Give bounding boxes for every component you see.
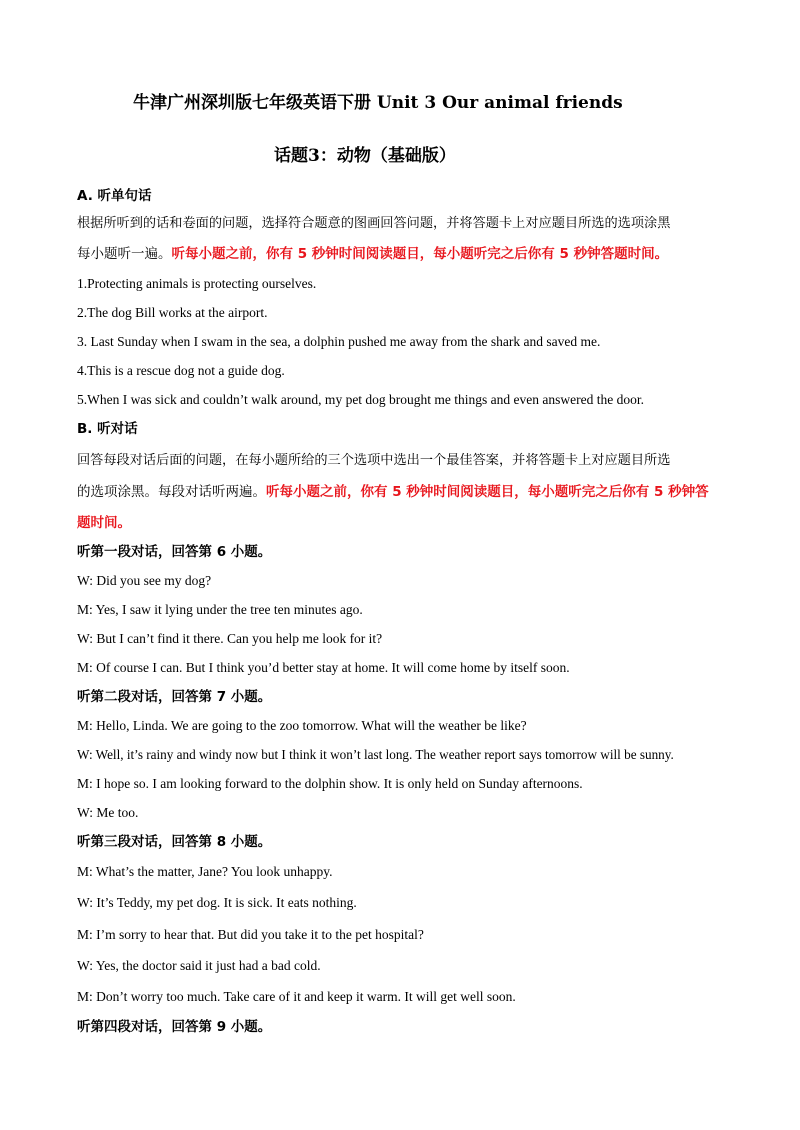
dialogue-2-line: W: Well, it’s rainy and windy now but I think it won’t last long. The weather report says tomorrow will be sunny.	[77, 747, 674, 762]
dialogue-1-line: W: Did you see my dog?	[77, 573, 212, 588]
dialogue-1-line: M: Of course I can. But I think you’d better stay at home. It will come home by itself soon.	[77, 660, 570, 675]
sentence-3: 3. Last Sunday when I swam in the sea, a dolphin pushed me away from the shark and saved me.	[77, 334, 601, 349]
sentence-1: 1.Protecting animals is protecting ourselves.	[77, 276, 317, 291]
section-a-instruction-red: 听每小题之前，你有 5 秒钟时间阅读题目，每小题听完之后你有 5 秒钟答题时间。	[171, 246, 669, 262]
dialogue-2-line: W: Me too.	[77, 805, 139, 820]
section-b-instruction-black: 的选项涂黑。每段对话听两遍。	[77, 484, 266, 500]
dialogue-1-line: M: Yes, I saw it lying under the tree ten minutes ago.	[77, 602, 363, 617]
dialogue-4-heading: 听第四段对话，回答第 9 小题。	[77, 1019, 272, 1035]
dialogue-1-heading: 听第一段对话，回答第 6 小题。	[77, 544, 272, 560]
section-b-instruction-line1: 回答每段对话后面的问题，在每小题所给的三个选项中选出一个最佳答案，并将答题卡上对应题目所选	[77, 453, 671, 468]
sentence-4: 4.This is a rescue dog not a guide dog.	[77, 363, 285, 378]
sentence-2: 2.The dog Bill works at the airport.	[77, 305, 268, 320]
document-subtitle: 话题3：动物（基础版）	[274, 146, 456, 166]
section-b-instruction-line2	[77, 483, 727, 501]
dialogue-3-heading: 听第三段对话，回答第 8 小题。	[77, 834, 272, 850]
document-title: 牛津广州深圳版七年级英语下册 Unit 3 Our animal friends	[133, 93, 623, 113]
dialogue-3-line: M: What’s the matter, Jane? You look unhappy.	[77, 864, 333, 879]
section-b-heading: B. 听对话	[77, 421, 138, 437]
section-a-heading: A. 听单句话	[77, 188, 152, 204]
section-a-instruction-line1: 根据所听到的话和卷面的问题，选择符合题意的图画回答问题，并将答题卡上对应题目所选的选项涂黑	[77, 216, 671, 231]
dialogue-2-heading: 听第二段对话，回答第 7 小题。	[77, 689, 272, 705]
dialogue-3-line: M: I’m sorry to hear that. But did you take it to the pet hospital?	[77, 927, 424, 942]
section-a-instruction-line2	[77, 245, 727, 263]
dialogue-3-line: W: It’s Teddy, my pet dog. It is sick. It eats nothing.	[77, 895, 357, 910]
dialogue-1-line: W: But I can’t find it there. Can you help me look for it?	[77, 631, 383, 646]
dialogue-3-line: W: Yes, the doctor said it just had a bad cold.	[77, 958, 321, 973]
dialogue-2-line: M: I hope so. I am looking forward to the dolphin show. It is only held on Sunday afternoons.	[77, 776, 583, 791]
section-a-instruction-black: 每小题听一遍。	[77, 246, 172, 262]
section-b-instruction-line3: 题时间。	[77, 515, 131, 531]
dialogue-2-line: M: Hello, Linda. We are going to the zoo tomorrow. What will the weather be like?	[77, 718, 527, 733]
section-b-instruction-red: 听每小题之前，你有 5 秒钟时间阅读题目，每小题听完之后你有 5 秒钟答	[266, 484, 709, 500]
dialogue-3-line: M: Don’t worry too much. Take care of it and keep it warm. It will get well soon.	[77, 989, 516, 1004]
sentence-5: 5.When I was sick and couldn’t walk around, my pet dog brought me things and even answered the door.	[77, 392, 644, 407]
